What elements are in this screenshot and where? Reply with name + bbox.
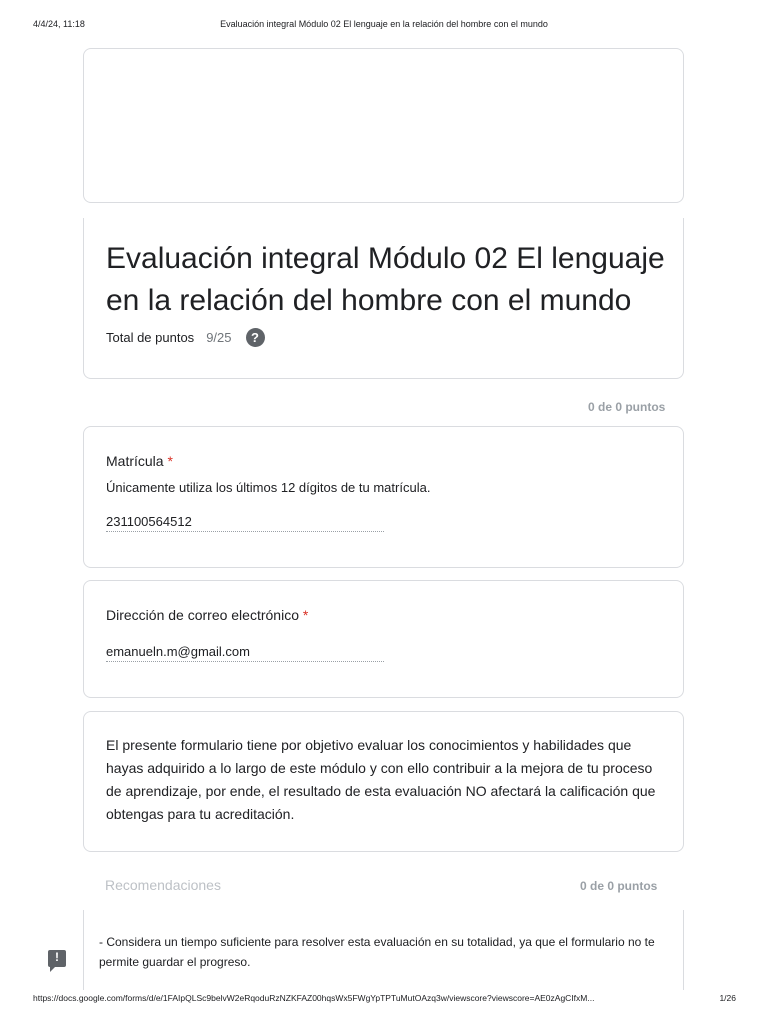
- question-card-matricula: [83, 426, 684, 568]
- print-header: [0, 19, 768, 33]
- recomendaciones-text: - Considera un tiempo suficiente para resolver esta evaluación en su totalidad, ya que el formulario no te permite guardar el progreso.: [99, 935, 655, 969]
- print-date: 4/4/24, 11:18: [33, 19, 85, 29]
- total-points-score: 9/25: [206, 330, 232, 345]
- section-points: 0 de 0 puntos: [588, 400, 666, 414]
- print-page-number: 1/26: [719, 993, 736, 1003]
- section-points-recomendaciones: 0 de 0 puntos: [580, 879, 658, 893]
- answer-field-matricula: 231100564512: [106, 514, 384, 532]
- print-url: https://docs.google.com/forms/d/e/1FAIpQLSc9belvW2eRqoduRzNZKFAZ00hqsWx5FWgYpTPTuMutOAzq3w/viewscore?viewscore=AE0zAgCIfxM...: [33, 993, 595, 1003]
- print-document-title: Evaluación integral Módulo 02 El lenguaje en la relación del hombre con el mundo: [220, 19, 548, 29]
- print-footer: [0, 993, 768, 1007]
- total-points-label: Total de puntos: [106, 330, 195, 345]
- question-title: [106, 607, 308, 623]
- recomendaciones-card: [83, 910, 684, 990]
- report-feedback-icon[interactable]: !: [48, 950, 66, 967]
- form-title-card: [83, 218, 684, 379]
- question-title: [106, 453, 173, 469]
- total-points-row: [106, 328, 265, 347]
- form-description-text: El presente formulario tiene por objetivo evaluar los conocimientos y habilidades que hayas adquirido a lo largo de este módulo y con ello contribuir a la mejora de tu proceso de aprendizaje, por ende, el resultado de esta evaluación NO afectará la calificación que obtengas para tu acreditación.: [106, 737, 656, 822]
- answer-field-email: emanueln.m@gmail.com: [106, 644, 384, 662]
- required-mark: *: [167, 453, 173, 469]
- form-title: Evaluación integral Módulo 02 El lenguaje en la relación del hombre con el mundo: [106, 242, 665, 317]
- question-title-text: Dirección de correo electrónico: [106, 607, 299, 623]
- question-description: Únicamente utiliza los últimos 12 dígitos de tu matrícula.: [106, 480, 431, 495]
- form-banner: [83, 48, 684, 203]
- form-description-card: [83, 711, 684, 852]
- help-icon[interactable]: ?: [246, 328, 265, 347]
- question-card-email: [83, 580, 684, 698]
- section-title-recomendaciones: Recomendaciones: [105, 877, 221, 893]
- required-mark: *: [302, 607, 309, 623]
- question-title-text: Matrícula: [106, 453, 164, 469]
